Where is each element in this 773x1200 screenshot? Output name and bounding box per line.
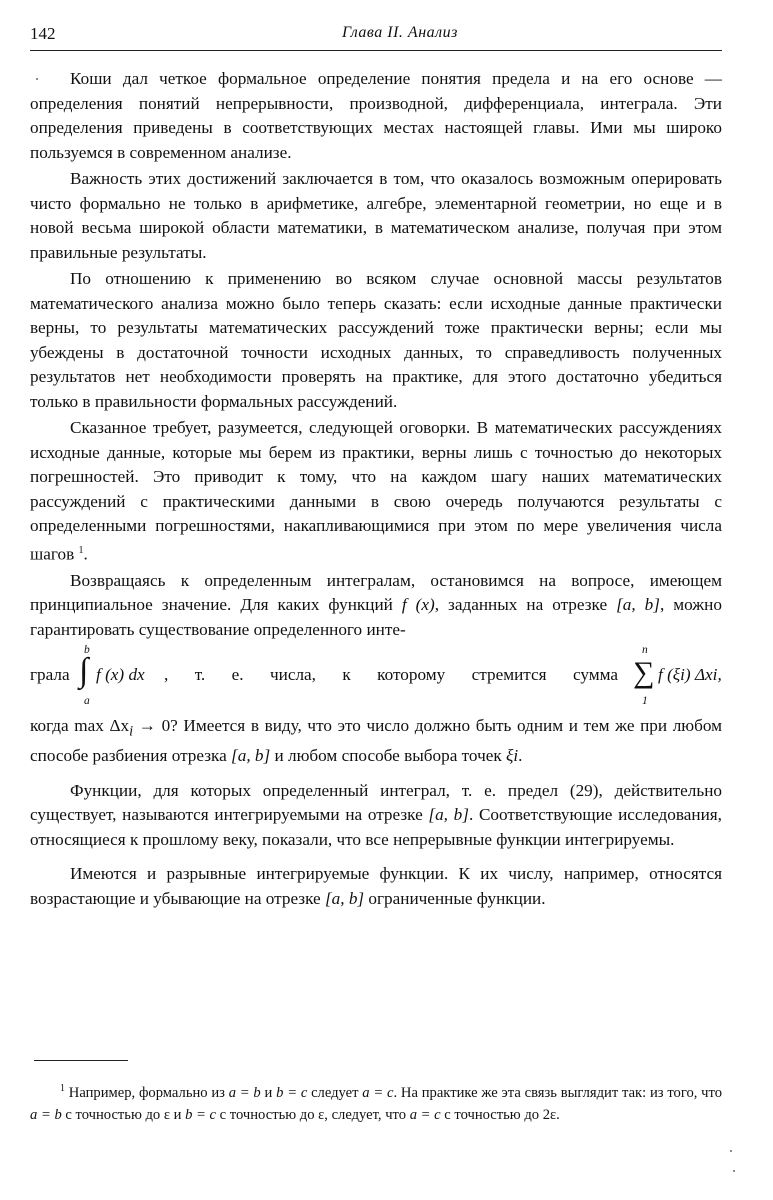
- footnote: [30, 1078, 722, 1126]
- para5c-sub-i: i: [129, 723, 134, 740]
- footnote-equation: a = b: [30, 1106, 62, 1123]
- sum-lower-limit: 1: [642, 695, 648, 708]
- interval-ab: [a, b]: [324, 888, 365, 908]
- sum-sign-icon: ∑: [633, 656, 655, 690]
- para6-part2: . Соответствующие исследования, относящиеся к прошлому веку, показали, что все непрерывные функции интегрируемы.: [30, 805, 722, 849]
- body-text: [30, 67, 722, 911]
- paragraph-6: [30, 779, 722, 853]
- para7-part2: ограниченные функции.: [364, 888, 546, 908]
- paragraph-4-end: .: [83, 544, 88, 564]
- footnote-text: с точностью до 2ε.: [440, 1106, 560, 1123]
- function-fx: f (x): [401, 595, 435, 615]
- sum-upper-limit: n: [642, 644, 648, 657]
- footnote-rule: [34, 1060, 128, 1061]
- para7-part1: Имеются и разрывные интегрируемые функции. К их числу, например, относятся возрастающие и убывающие на отрезке: [30, 864, 722, 908]
- footnote-text: и: [260, 1084, 277, 1101]
- footnote-text: с точностью до ε, следует, что: [216, 1106, 410, 1123]
- integral-sum-line: [30, 644, 722, 714]
- footnote-equation: a = c: [362, 1084, 394, 1101]
- sum-line-prefix: грала: [30, 665, 70, 685]
- print-speck: [733, 1170, 735, 1172]
- para5c-part4: .: [518, 746, 523, 766]
- para5c-part3: и любом способе выбора точек: [270, 746, 506, 766]
- para5-part2: , заданных на отрезке: [434, 595, 617, 615]
- paragraph-2: Важность этих достижений заключается в том, что оказалось возможным оперировать чисто формально не только в арифметике, алгебре, элементарной геометрии, но еще и в новой весьма широкой области математики, в математическом анализе, получая при этом правильные результаты.: [30, 169, 722, 262]
- paragraph-5-continued: [30, 714, 722, 768]
- interval-ab: [a, b]: [616, 595, 660, 615]
- integral-sign-icon: ∫: [79, 652, 89, 690]
- para5c-part1: когда max Δx: [30, 716, 130, 736]
- footnote-text: с точностью до ε и: [61, 1106, 186, 1123]
- paragraph-3: По отношению к применению во всяком случае основной массы результатов математического анализа можно было теперь сказать: если исходные данные практически верны, то результаты математических рассуждений тоже практически верны; если мы убеждены в достаточной точности исходных данных, то справедливость полученных результатов нет необходимости проверять на практике, для этого достаточно убедиться только в правильности формальных рассуждений.: [30, 269, 722, 411]
- footnote-text: следует: [307, 1084, 363, 1101]
- footnote-equation: b = c: [276, 1084, 308, 1101]
- para5-part3: , можно гарантировать существование определенного инте-: [30, 595, 722, 639]
- footnote-ref: 1: [78, 544, 84, 556]
- para5c-part2: → 0? Имеется в виду, что это число должно быть одним и тем же при любом способе разбиения отрезка: [30, 716, 723, 766]
- print-speck: [36, 78, 38, 80]
- footnote-text: Например, формально из: [65, 1084, 229, 1101]
- para5-part1: Возвращаясь к определенным интегралам, остановимся на вопросе, имеющем принципиальное значение. Для каких функций: [30, 570, 722, 615]
- paragraph-5: [30, 569, 722, 643]
- paragraph-4-text: Сказанное требует, разумеется, следующей оговорки. В математических рассуждениях исходные данные, которые мы берем из практики, верны лишь с точностью до некоторых погрешностей. Это приводит к тому, что на каждом шагу наших математических рассуждений с практическими данными в свою очередь получаются результаты с определенными погрешностями, накапливающимися при этом по мере увеличения числа шагов: [30, 418, 722, 564]
- running-head: Глава II. Анализ: [342, 24, 458, 41]
- para6-part1: Функции, для которых определенный интеграл, т. е. предел (29), действительно существует, называются интегрируемыми на отрезке: [30, 780, 722, 825]
- print-speck: [730, 1150, 732, 1152]
- integrand: f (x) dx: [96, 665, 145, 685]
- summand: f (ξi) Δxi,: [658, 665, 722, 685]
- integral-lower-limit: a: [84, 695, 90, 708]
- points-xi: ξi: [506, 746, 519, 766]
- footnote-text: . На практике же эта связь выглядит так: из того, что: [393, 1084, 722, 1101]
- header-rule: [30, 50, 722, 51]
- footnote-equation: a = c: [409, 1106, 441, 1123]
- footnote-equation: b = c: [185, 1106, 217, 1123]
- footnote-marker: 1: [60, 1083, 65, 1094]
- interval-ab: [a, b]: [231, 746, 271, 766]
- page-header: [30, 22, 722, 48]
- integral-upper-limit: b: [84, 644, 90, 657]
- paragraph-1: Коши дал четкое формальное определение понятия предела и на его основе — определения понятий непрерывности, производной, дифференциала, интеграла. Эти определения приведены в соответствующих местах настоящей главы. Ими мы широко пользуемся в современном анализе.: [30, 69, 722, 162]
- page-number: 142: [30, 24, 56, 43]
- sum-line-middle: , т. е. числа, к которому стремится сумма: [164, 665, 618, 685]
- paragraph-4: [30, 416, 722, 567]
- interval-ab: [a, b]: [428, 805, 469, 825]
- paragraph-7: [30, 862, 722, 911]
- footnote-equation: a = b: [228, 1084, 261, 1101]
